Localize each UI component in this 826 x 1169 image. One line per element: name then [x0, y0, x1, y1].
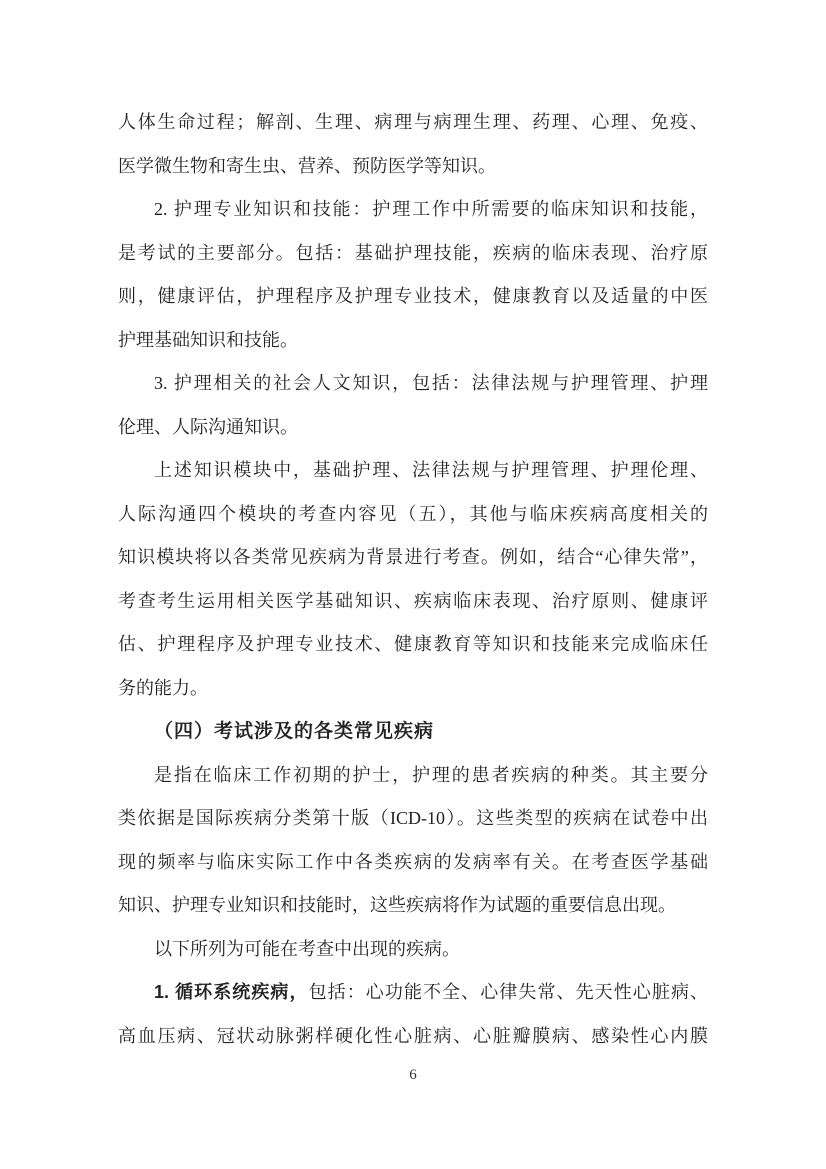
text-line — [118, 841, 708, 885]
text-line — [118, 536, 708, 580]
text-segment: 估、护理程序及护理专业技术、健康教育等知识和技能来完成临床任 — [118, 634, 708, 654]
text-line — [118, 754, 708, 798]
bold-text-segment: 1. 循环系统疾病， — [154, 982, 309, 1002]
text-segment: 知识模块将以各类常见疾病为背景进行考查。例如，结合“心律失常”， — [118, 547, 708, 567]
text-segment: 以下所列为可能在考查中出现的疾病。 — [154, 938, 460, 959]
text-segment: 包括：心功能不全、心律失常、先天性心脏病、 — [308, 982, 708, 1002]
text-segment: 高血压病、冠状动脉粥样硬化性心脏病、心脏瓣膜病、感染性心内膜 — [118, 1025, 708, 1046]
text-line — [118, 884, 708, 928]
text-segment: 3. 护理相关的社会人文知识，包括：法律法规与护理管理、护理 — [154, 373, 708, 393]
text-segment: 则，健康评估，护理程序及护理专业技术，健康教育以及适量的中医 — [118, 286, 708, 306]
text-segment: 现的频率与临床实际工作中各类疾病的发病率有关。在考查医学基础 — [118, 851, 708, 872]
text-segment: 知识、护理专业知识和技能时，这些疾病将作为试题的重要信息出现。 — [118, 895, 676, 915]
text-segment: 2. 护理专业知识和技能：护理工作中所需要的临床知识和技能， — [154, 199, 708, 219]
text-line — [118, 275, 708, 319]
text-line — [118, 145, 708, 189]
text-segment: 人际沟通四个模块的考查内容见（五），其他与临床疾病高度相关的 — [118, 503, 708, 524]
text-segment: 是考试的主要部分。包括：基础护理技能，疾病的临床表现、治疗原 — [118, 242, 708, 263]
text-block — [118, 101, 708, 1058]
text-segment: 人体生命过程；解剖、生理、病理与病理生理、药理、心理、免疫、 — [118, 112, 708, 132]
text-line — [118, 449, 708, 493]
text-segment: 是指在临床工作初期的护士，护理的患者疾病的种类。其主要分 — [154, 764, 708, 785]
text-line — [118, 101, 708, 145]
text-line — [118, 623, 708, 667]
text-line — [118, 232, 708, 276]
section-heading — [118, 710, 708, 754]
text-line — [118, 797, 708, 841]
text-line — [118, 493, 708, 537]
text-segment: 考查考生运用相关医学基础知识、疾病临床表现、治疗原则、健康评 — [118, 590, 708, 611]
text-line — [118, 188, 708, 232]
text-line — [118, 319, 708, 363]
text-line — [118, 406, 708, 450]
text-segment: 务的能力。 — [118, 677, 208, 698]
page-number: 6 — [409, 1067, 417, 1083]
text-line — [118, 362, 708, 406]
text-segment: 伦理、人际沟通知识。 — [118, 416, 298, 437]
text-line — [118, 928, 708, 972]
text-line — [118, 1015, 708, 1059]
text-line — [118, 971, 708, 1015]
text-line — [118, 667, 708, 711]
text-segment: 类依据是国际疾病分类第十版（ICD-10）。这些类型的疾病在试卷中出 — [118, 808, 708, 828]
text-segment: 护理基础知识和技能。 — [118, 329, 298, 350]
text-segment: 上述知识模块中，基础护理、法律法规与护理管理、护理伦理、 — [154, 460, 708, 480]
bold-text-segment: （四）考试涉及的各类常见疾病 — [154, 721, 435, 742]
text-segment: 医学微生物和寄生虫、营养、预防医学等知识。 — [118, 155, 496, 176]
text-line — [118, 580, 708, 624]
